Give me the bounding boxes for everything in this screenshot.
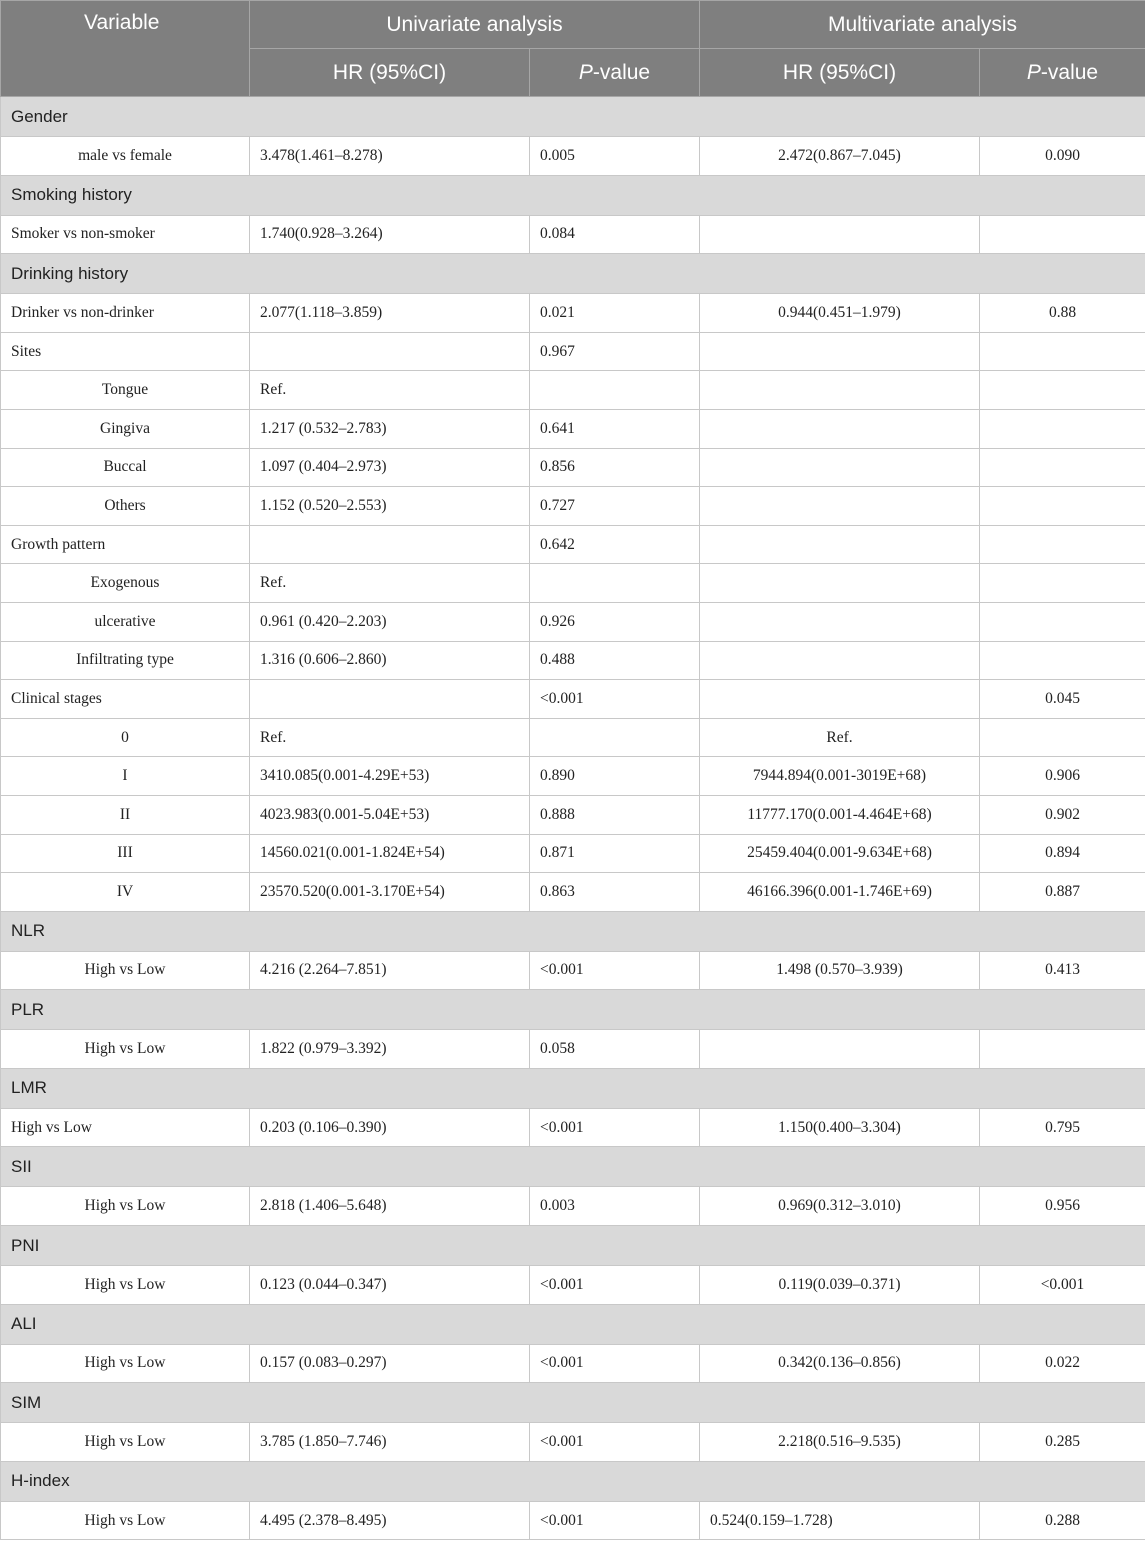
table-row: [1, 294, 1145, 333]
variable-cell: High vs Low: [1, 951, 250, 990]
variable-cell: II: [1, 795, 250, 834]
multivariate-hr-cell: [700, 215, 980, 254]
p-suffix: -value: [1040, 60, 1099, 84]
p-italic: P: [1026, 60, 1041, 84]
section-label: Gender: [1, 97, 1145, 137]
table-row: [1, 409, 1145, 448]
variable-cell: male vs female: [1, 137, 250, 176]
univariate-hr-cell: [250, 680, 530, 719]
variable-cell: Tongue: [1, 371, 250, 410]
univariate-p-cell: <0.001: [530, 1266, 700, 1305]
table-row: [1, 1187, 1145, 1226]
table-row: [1, 641, 1145, 680]
univariate-p-cell: [530, 564, 700, 603]
variable-cell: I: [1, 757, 250, 796]
univariate-p-cell: 0.021: [530, 294, 700, 333]
table-row: [1, 371, 1145, 410]
univariate-hr-cell: 1.822 (0.979–3.392): [250, 1030, 530, 1069]
multivariate-p-cell: 0.795: [980, 1108, 1145, 1147]
univariate-hr-cell: 2.077(1.118–3.859): [250, 294, 530, 333]
header-variable: Variable: [1, 1, 250, 97]
univariate-hr-cell: Ref.: [250, 564, 530, 603]
table-row: [1, 757, 1145, 796]
section-label: ALI: [1, 1304, 1145, 1344]
section-row: [1, 1147, 1145, 1187]
variable-cell: III: [1, 834, 250, 873]
univariate-p-cell: 0.641: [530, 409, 700, 448]
multivariate-hr-cell: [700, 332, 980, 371]
table-row: [1, 795, 1145, 834]
section-label: H-index: [1, 1461, 1145, 1501]
multivariate-p-cell: 0.413: [980, 951, 1145, 990]
section-row: [1, 911, 1145, 951]
header-multivariate-p: [980, 49, 1145, 97]
multivariate-hr-cell: [700, 1030, 980, 1069]
section-label: SII: [1, 1147, 1145, 1187]
univariate-p-cell: 0.058: [530, 1030, 700, 1069]
variable-cell: ulcerative: [1, 602, 250, 641]
univariate-hr-cell: 1.097 (0.404–2.973): [250, 448, 530, 487]
variable-cell: Smoker vs non-smoker: [1, 215, 250, 254]
multivariate-hr-cell: 2.472(0.867–7.045): [700, 137, 980, 176]
univariate-p-cell: 0.727: [530, 487, 700, 526]
univariate-p-cell: 0.642: [530, 525, 700, 564]
variable-cell: High vs Low: [1, 1423, 250, 1462]
univariate-hr-cell: 0.123 (0.044–0.347): [250, 1266, 530, 1305]
multivariate-hr-cell: 1.498 (0.570–3.939): [700, 951, 980, 990]
multivariate-hr-cell: 0.969(0.312–3.010): [700, 1187, 980, 1226]
section-label: LMR: [1, 1068, 1145, 1108]
multivariate-p-cell: [980, 1030, 1145, 1069]
multivariate-p-cell: [980, 564, 1145, 603]
multivariate-hr-cell: 25459.404(0.001-9.634E+68): [700, 834, 980, 873]
univariate-hr-cell: Ref.: [250, 718, 530, 757]
multivariate-hr-cell: Ref.: [700, 718, 980, 757]
section-label: SIM: [1, 1383, 1145, 1423]
univariate-hr-cell: 1.740(0.928–3.264): [250, 215, 530, 254]
section-row: [1, 1226, 1145, 1266]
univariate-hr-cell: [250, 332, 530, 371]
section-row: [1, 254, 1145, 294]
univariate-hr-cell: 4.216 (2.264–7.851): [250, 951, 530, 990]
univariate-p-cell: [530, 718, 700, 757]
header-multivariate-hr: HR (95%CI): [700, 49, 980, 97]
multivariate-p-cell: [980, 409, 1145, 448]
table-row: [1, 951, 1145, 990]
header-univariate-hr: HR (95%CI): [250, 49, 530, 97]
univariate-p-cell: 0.084: [530, 215, 700, 254]
univariate-hr-cell: 3.785 (1.850–7.746): [250, 1423, 530, 1462]
multivariate-p-cell: 0.956: [980, 1187, 1145, 1226]
table-row: [1, 1030, 1145, 1069]
multivariate-p-cell: [980, 487, 1145, 526]
multivariate-p-cell: 0.894: [980, 834, 1145, 873]
univariate-p-cell: <0.001: [530, 951, 700, 990]
multivariate-hr-cell: 11777.170(0.001-4.464E+68): [700, 795, 980, 834]
section-row: [1, 175, 1145, 215]
multivariate-p-cell: [980, 525, 1145, 564]
header-univariate: Univariate analysis: [250, 1, 700, 49]
multivariate-p-cell: [980, 602, 1145, 641]
header-univariate-p: [530, 49, 700, 97]
multivariate-hr-cell: 1.150(0.400–3.304): [700, 1108, 980, 1147]
table-row: [1, 834, 1145, 873]
univariate-hr-cell: 3410.085(0.001-4.29E+53): [250, 757, 530, 796]
univariate-p-cell: 0.888: [530, 795, 700, 834]
table-row: [1, 137, 1145, 176]
univariate-p-cell: 0.005: [530, 137, 700, 176]
section-row: [1, 1304, 1145, 1344]
univariate-p-cell: 0.871: [530, 834, 700, 873]
variable-cell: Buccal: [1, 448, 250, 487]
table-row: [1, 602, 1145, 641]
variable-cell: Infiltrating type: [1, 641, 250, 680]
section-row: [1, 990, 1145, 1030]
section-row: [1, 1461, 1145, 1501]
univariate-p-cell: [530, 371, 700, 410]
section-label: Smoking history: [1, 175, 1145, 215]
multivariate-hr-cell: 7944.894(0.001-3019E+68): [700, 757, 980, 796]
p-suffix: -value: [592, 60, 651, 84]
univariate-p-cell: 0.967: [530, 332, 700, 371]
univariate-hr-cell: 1.217 (0.532–2.783): [250, 409, 530, 448]
section-label: Drinking history: [1, 254, 1145, 294]
multivariate-hr-cell: 0.524(0.159–1.728): [700, 1501, 980, 1540]
multivariate-p-cell: [980, 718, 1145, 757]
variable-cell: High vs Low: [1, 1187, 250, 1226]
multivariate-hr-cell: [700, 487, 980, 526]
univariate-p-cell: <0.001: [530, 1108, 700, 1147]
multivariate-p-cell: 0.288: [980, 1501, 1145, 1540]
multivariate-p-cell: 0.285: [980, 1423, 1145, 1462]
table-row: [1, 564, 1145, 603]
univariate-hr-cell: [250, 525, 530, 564]
section-label: PLR: [1, 990, 1145, 1030]
variable-cell: Growth pattern: [1, 525, 250, 564]
multivariate-p-cell: 0.88: [980, 294, 1145, 333]
univariate-hr-cell: 2.818 (1.406–5.648): [250, 1187, 530, 1226]
table-body: [1, 97, 1145, 1540]
variable-cell: IV: [1, 873, 250, 912]
univariate-hr-cell: 14560.021(0.001-1.824E+54): [250, 834, 530, 873]
multivariate-hr-cell: [700, 448, 980, 487]
table-row: [1, 215, 1145, 254]
univariate-p-cell: 0.003: [530, 1187, 700, 1226]
multivariate-p-cell: [980, 641, 1145, 680]
multivariate-hr-cell: 46166.396(0.001-1.746E+69): [700, 873, 980, 912]
univariate-hr-cell: 4.495 (2.378–8.495): [250, 1501, 530, 1540]
table-row: [1, 1501, 1145, 1540]
multivariate-p-cell: [980, 215, 1145, 254]
table-row: [1, 718, 1145, 757]
variable-cell: Clinical stages: [1, 680, 250, 719]
table-row: [1, 873, 1145, 912]
univariate-p-cell: 0.926: [530, 602, 700, 641]
univariate-p-cell: 0.488: [530, 641, 700, 680]
header-multivariate: Multivariate analysis: [700, 1, 1145, 49]
multivariate-p-cell: 0.045: [980, 680, 1145, 719]
variable-cell: High vs Low: [1, 1108, 250, 1147]
section-row: [1, 1068, 1145, 1108]
variable-cell: High vs Low: [1, 1344, 250, 1383]
univariate-p-cell: 0.863: [530, 873, 700, 912]
multivariate-hr-cell: [700, 525, 980, 564]
section-label: PNI: [1, 1226, 1145, 1266]
multivariate-p-cell: 0.090: [980, 137, 1145, 176]
section-label: NLR: [1, 911, 1145, 951]
table-row: [1, 1266, 1145, 1305]
table-row: [1, 448, 1145, 487]
univariate-hr-cell: 0.203 (0.106–0.390): [250, 1108, 530, 1147]
univariate-hr-cell: 3.478(1.461–8.278): [250, 137, 530, 176]
section-row: [1, 1383, 1145, 1423]
table-row: [1, 487, 1145, 526]
univariate-p-cell: <0.001: [530, 1423, 700, 1462]
univariate-p-cell: 0.856: [530, 448, 700, 487]
univariate-hr-cell: 0.961 (0.420–2.203): [250, 602, 530, 641]
univariate-hr-cell: 0.157 (0.083–0.297): [250, 1344, 530, 1383]
multivariate-hr-cell: [700, 564, 980, 603]
variable-cell: Exogenous: [1, 564, 250, 603]
table-row: [1, 680, 1145, 719]
multivariate-hr-cell: [700, 641, 980, 680]
univariate-p-cell: <0.001: [530, 1501, 700, 1540]
multivariate-hr-cell: [700, 602, 980, 641]
variable-cell: Sites: [1, 332, 250, 371]
variable-cell: High vs Low: [1, 1501, 250, 1540]
multivariate-hr-cell: 2.218(0.516–9.535): [700, 1423, 980, 1462]
univariate-p-cell: <0.001: [530, 680, 700, 719]
univariate-hr-cell: 4023.983(0.001-5.04E+53): [250, 795, 530, 834]
univariate-hr-cell: 1.316 (0.606–2.860): [250, 641, 530, 680]
multivariate-p-cell: [980, 332, 1145, 371]
table-row: [1, 332, 1145, 371]
multivariate-hr-cell: [700, 409, 980, 448]
p-italic: P: [578, 60, 593, 84]
univariate-hr-cell: 23570.520(0.001-3.170E+54): [250, 873, 530, 912]
variable-cell: Drinker vs non-drinker: [1, 294, 250, 333]
variable-cell: Gingiva: [1, 409, 250, 448]
multivariate-hr-cell: [700, 371, 980, 410]
multivariate-p-cell: 0.022: [980, 1344, 1145, 1383]
multivariate-hr-cell: [700, 680, 980, 719]
multivariate-hr-cell: 0.944(0.451–1.979): [700, 294, 980, 333]
multivariate-hr-cell: 0.119(0.039–0.371): [700, 1266, 980, 1305]
table-row: [1, 1344, 1145, 1383]
table-row: [1, 1423, 1145, 1462]
univariate-p-cell: <0.001: [530, 1344, 700, 1383]
univariate-hr-cell: 1.152 (0.520–2.553): [250, 487, 530, 526]
section-row: [1, 97, 1145, 137]
multivariate-p-cell: <0.001: [980, 1266, 1145, 1305]
variable-cell: 0: [1, 718, 250, 757]
variable-cell: High vs Low: [1, 1266, 250, 1305]
univariate-hr-cell: Ref.: [250, 371, 530, 410]
multivariate-p-cell: 0.887: [980, 873, 1145, 912]
table-row: [1, 525, 1145, 564]
multivariate-p-cell: 0.902: [980, 795, 1145, 834]
variable-cell: High vs Low: [1, 1030, 250, 1069]
multivariate-p-cell: [980, 448, 1145, 487]
table-header: [1, 1, 1145, 97]
multivariate-p-cell: [980, 371, 1145, 410]
variable-cell: Others: [1, 487, 250, 526]
multivariate-p-cell: 0.906: [980, 757, 1145, 796]
table-row: [1, 1108, 1145, 1147]
multivariate-hr-cell: 0.342(0.136–0.856): [700, 1344, 980, 1383]
univariate-p-cell: 0.890: [530, 757, 700, 796]
